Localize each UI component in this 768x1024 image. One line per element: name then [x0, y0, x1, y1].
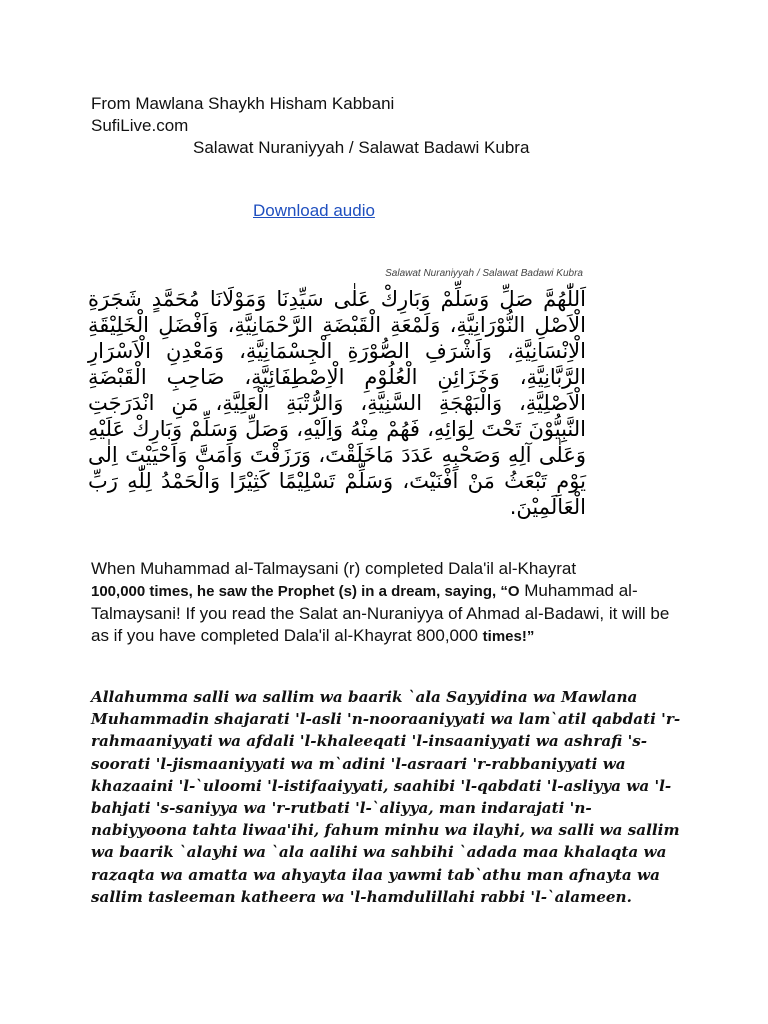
transliteration-paragraph: Allahumma salli wa sallim wa baarik `ala Sayyidina wa Mawlana Muhammadin shajarati 'l-asli 'n-nooraaniyyati wa lam`atil qabdati 'r-rahmaaniyyati wa afdali 'l-khaleeqati 'l-insaaniyyati wa ashrafi 's-soorati 'l-jismaaniyyati wa m`adini 'l-asraari 'r-rabbaniyyati wa khazaaini 'l-`uloomi 'l-istifaaiyyati, saahibi 'l-qabdati 'l-asliyya wa 'l-bahjati 's-saniyya wa 'r-rutbati 'l-`aliyya, man indarajati 'n-nabiyyoona tahta liwaa'ihi, fahum minhu wa ilayhi, wa salli wa sallim wa baarik `alayhi wa `ala aalihi wa sahbihi `adada maa khalaqta wa razaqta wa amatta wa ahyayta ilaa yawmi tab`athu man afnayta wa sallim tasleeman katheera wa 'l-hamdulillahi rabbi 'l-`alameen. [91, 688, 681, 906]
story-paragraph [91, 558, 671, 648]
page-title: Salawat Nuraniyyah / Salawat Badawi Kubra [193, 138, 530, 157]
author-line: From Mawlana Shaykh Hisham Kabbani [91, 94, 395, 113]
arabic-salawat-text: اَللّٰهُمَّ صَلِّ وَسَلِّمْ وَبَارِكْ عَلٰى سَيِّدِنَا وَمَوْلَانَا مُحَمَّدٍ شَجَرَةِ الْاَصْلِ النُّوْرَانِيَّةِ، وَلَمْعَةِ الْقَبْضَةِ الرَّحْمَانِيَّةِ، وَاَفْضَلِ الْخَلِيْقَةِ الْاِنْسَانِيَّةِ، وَاَشْرَفِ الصُّوْرَةِ الْجِسْمَانِيَّةِ، وَمَعْدِنِ الْاَسْرَارِ الرَّبَّانِيَّةِ، وَخَزَائِنِ الْعُلُوْمِ الْاِصْطِفَائِيَّةِ، صَاحِبِ الْقَبْضَةِ الْاَصْلِيَّةِ، وَالْبَهْجَةِ السَّنِيَّةِ، وَالرُّتْبَةِ الْعَلِيَّةِ، مَنِ انْدَرَجَتِ النَّبِيُّوْنَ تَحْتَ لِوَائِهِ، فَهُمْ مِنْهُ وَاِلَيْهِ، وَصَلِّ وَسَلِّمْ وَبَارِكْ عَلَيْهِ وَعَلٰى آلِهِ وَصَحْبِهِ عَدَدَ مَاخَلَقْتَ، وَرَزَقْتَ وَاَمَتَّ وَاَحْيَيْتَ اِلٰى يَوْمِ تَبْعَثُ مَنْ اَفْنَيْتَ، وَسَلِّمْ تَسْلِيْمًا كَثِيْرًا وَالْحَمْدُ لِلّٰهِ رَبِّ الْعَالَمِيْنَ. [88, 287, 586, 519]
arabic-text-image [88, 268, 586, 538]
story-part-1: When Muhammad al-Talmaysani (r) completed Dala'il al-Khayrat [91, 559, 577, 578]
story-part-2: 100,000 times, he saw the Prophet (s) in a dream, saying, “O [91, 583, 520, 600]
source-line: SufiLive.com [91, 116, 189, 135]
download-audio-link[interactable]: Download audio [253, 201, 375, 220]
story-part-3: Muhammad al-Talmaysani! If you read the Salat an-Nuraniyya of Ahmad al-Badawi, it will be as if you have completed Dala'il al-Khayrat 800,000 [91, 581, 670, 645]
arabic-image-caption: Salawat Nuraniyyah / Salawat Badawi Kubra [385, 268, 583, 279]
story-part-4: times!” [482, 628, 535, 645]
